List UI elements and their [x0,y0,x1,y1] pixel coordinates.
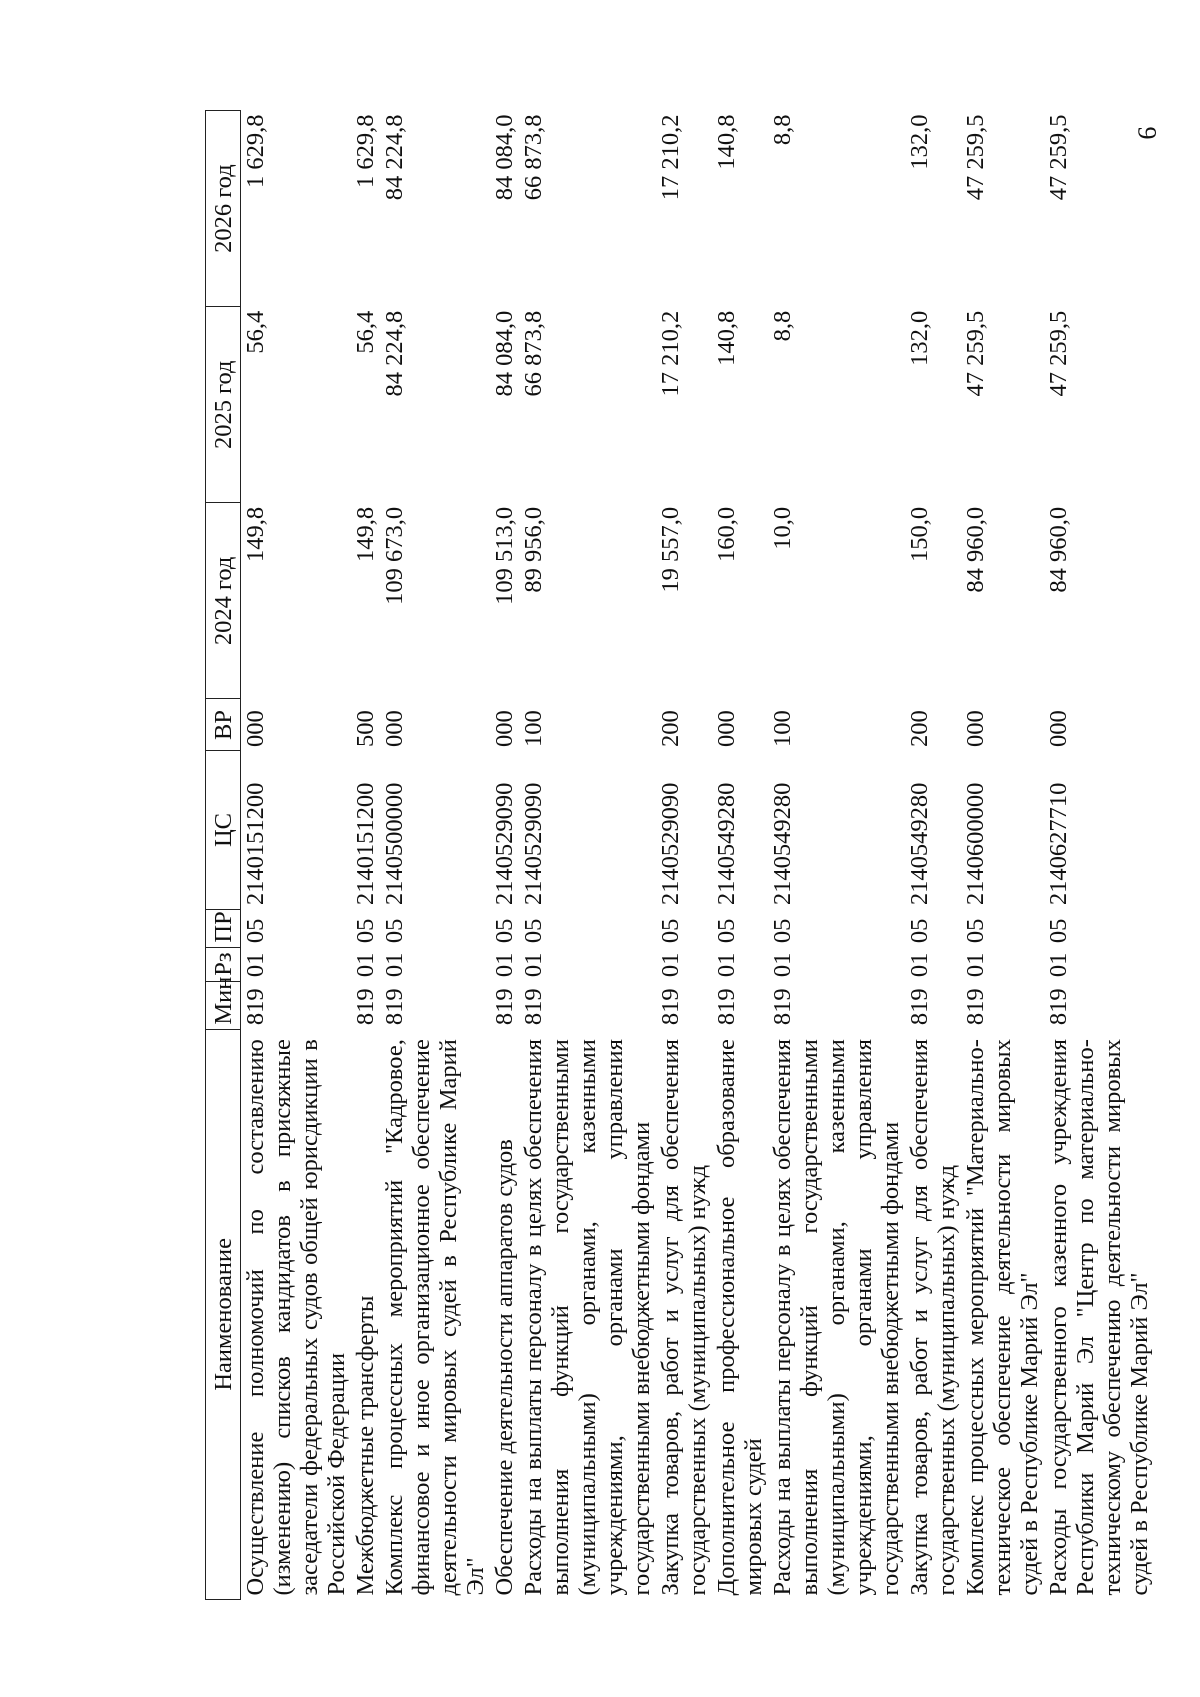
cell-name: Закупка товаров, работ и услуг для обеспечения государственных (муниципальных) нужд [657,1039,711,1596]
table-body [241,111,1155,1600]
header-min: Мин [206,981,241,1029]
cell-y2026: 84 084,0 [491,114,518,201]
cell-y2026: 47 259,5 [962,114,989,201]
cell-cs: 2140549280 [769,782,796,906]
cell-y2026: 132,0 [906,114,933,170]
cell-y2026: 1 629,8 [352,114,379,188]
cell-pr: 05 [769,918,796,944]
table-row [656,111,712,1600]
cell-vr: 100 [520,710,547,747]
cell-min: 819 [352,988,379,1026]
cell-min: 819 [242,988,269,1026]
cell-cs: 2140600000 [962,782,989,906]
cell-y2025: 84 084,0 [491,310,518,397]
header-vr: ВР [206,699,241,751]
cell-cs: 2140627710 [1045,782,1072,906]
table-header [206,111,241,1600]
header-cs: ЦС [206,751,241,909]
cell-name: Межбюджетные трансферты [352,1295,379,1596]
cell-cs: 2140529090 [520,782,547,906]
cell-min: 819 [713,988,740,1026]
header-name: Наименование [206,1029,241,1599]
cell-y2025: 8,8 [769,310,796,342]
cell-cs: 2140529090 [657,782,684,906]
table-row [351,111,380,1600]
cell-y2025: 56,4 [352,310,379,354]
cell-y2025: 47 259,5 [1045,310,1072,397]
cell-vr: 000 [381,710,408,747]
cell-pr: 05 [657,918,684,944]
cell-min: 819 [520,988,547,1026]
cell-pr: 05 [962,918,989,944]
cell-pr: 05 [491,918,518,944]
table-row [905,111,961,1600]
cell-y2024: 84 960,0 [962,506,989,593]
header-pr: ПР [206,909,241,947]
table-row [1044,111,1154,1600]
cell-min: 819 [962,988,989,1026]
cell-y2024: 160,0 [713,506,740,562]
cell-rz: 01 [1045,952,1072,978]
cell-name: Закупка товаров, работ и услуг для обеспечения государственных (муниципальных) нужд [906,1039,960,1596]
header-rz: Рз [206,947,241,981]
cell-y2024: 150,0 [906,506,933,562]
cell-vr: 000 [491,710,518,747]
cell-cs: 2140151200 [352,782,379,906]
cell-cs: 2140500000 [381,782,408,906]
cell-y2026: 47 259,5 [1045,114,1072,201]
cell-y2025: 132,0 [906,310,933,366]
header-2024: 2024 год [206,503,241,699]
budget-table-sheet [205,110,1153,1600]
cell-min: 819 [906,988,933,1026]
table-row [490,111,519,1600]
cell-name: Расходы на выплаты персоналу в целях обеспечения выполнения функций государственными (муниципальными) органами, казенными учреждениями, органами управления государственными внебюджетными фондами [769,1039,904,1596]
cell-y2025: 140,8 [713,310,740,366]
cell-y2024: 89 956,0 [520,506,547,593]
cell-y2024: 10,0 [769,506,796,550]
cell-y2024: 84 960,0 [1045,506,1072,593]
cell-y2024: 149,8 [352,506,379,562]
cell-y2024: 109 513,0 [491,506,518,605]
cell-cs: 2140549280 [713,782,740,906]
cell-pr: 05 [520,918,547,944]
table-row [712,111,768,1600]
cell-name: Осуществление полномочий по составлению (изменению) списков кандидатов в присяжные заседатели федеральных судов общей юрисдикции в Российской Федерации [242,1039,350,1596]
cell-name: Комплекс процессных мероприятий "Кадровое, финансовое и иное организационное обеспечение деятельности мировых судей в Республике Марий Эл" [381,1039,489,1596]
page-number: 9 [1132,126,1162,140]
cell-rz: 01 [713,952,740,978]
cell-vr: 000 [1045,710,1072,747]
cell-pr: 05 [352,918,379,944]
cell-vr: 000 [242,710,269,747]
cell-min: 819 [491,988,518,1026]
cell-y2026: 8,8 [769,114,796,146]
cell-vr: 000 [713,710,740,747]
cell-vr: 500 [352,710,379,747]
cell-vr: 200 [657,710,684,747]
cell-rz: 01 [242,952,269,978]
cell-cs: 2140549280 [906,782,933,906]
cell-y2026: 66 873,8 [520,114,547,201]
cell-pr: 05 [906,918,933,944]
cell-pr: 05 [381,918,408,944]
header-2026: 2026 год [206,111,241,307]
cell-name: Дополнительное профессиональное образование мировых судей [713,1039,767,1596]
cell-rz: 01 [381,952,408,978]
cell-vr: 100 [769,710,796,747]
cell-name: Расходы на выплаты персоналу в целях обеспечения выполнения функций государственными (муниципальными) органами, казенными учреждениями, органами управления государственными внебюджетными фондами [520,1039,655,1596]
cell-vr: 200 [906,710,933,747]
cell-y2026: 1 629,8 [242,114,269,188]
cell-y2026: 17 210,2 [657,114,684,201]
cell-rz: 01 [769,952,796,978]
cell-rz: 01 [352,952,379,978]
cell-vr: 000 [962,710,989,747]
cell-min: 819 [769,988,796,1026]
cell-name: Обеспечение деятельности аппаратов судов [491,1139,518,1596]
cell-y2025: 66 873,8 [520,310,547,397]
cell-y2025: 17 210,2 [657,310,684,397]
cell-rz: 01 [962,952,989,978]
cell-pr: 05 [1045,918,1072,944]
cell-rz: 01 [520,952,547,978]
budget-table [205,110,1154,1600]
cell-min: 819 [381,988,408,1026]
cell-cs: 2140151200 [242,782,269,906]
cell-y2025: 84 224,8 [381,310,408,397]
cell-pr: 05 [242,918,269,944]
table-row [519,111,656,1600]
cell-rz: 01 [657,952,684,978]
cell-name: Расходы государственного казенного учреждения Республики Марий Эл "Центр по материально-техническому обеспечению деятельности мировых судей в Республике Марий Эл" [1045,1039,1153,1596]
cell-y2024: 19 557,0 [657,506,684,593]
cell-y2025: 47 259,5 [962,310,989,397]
cell-min: 819 [657,988,684,1026]
cell-y2024: 149,8 [242,506,269,562]
table-row [961,111,1044,1600]
cell-y2024: 109 673,0 [381,506,408,605]
cell-cs: 2140529090 [491,782,518,906]
table-row [241,111,352,1600]
cell-y2026: 140,8 [713,114,740,170]
cell-rz: 01 [906,952,933,978]
table-row [768,111,905,1600]
cell-name: Комплекс процессных мероприятий "Материально-техническое обеспечение деятельности мировых судей в Республике Марий Эл" [962,1039,1043,1596]
cell-min: 819 [1045,988,1072,1026]
cell-y2026: 84 224,8 [381,114,408,201]
cell-pr: 05 [713,918,740,944]
cell-rz: 01 [491,952,518,978]
header-2025: 2025 год [206,307,241,503]
table-row [380,111,490,1600]
cell-y2025: 56,4 [242,310,269,354]
